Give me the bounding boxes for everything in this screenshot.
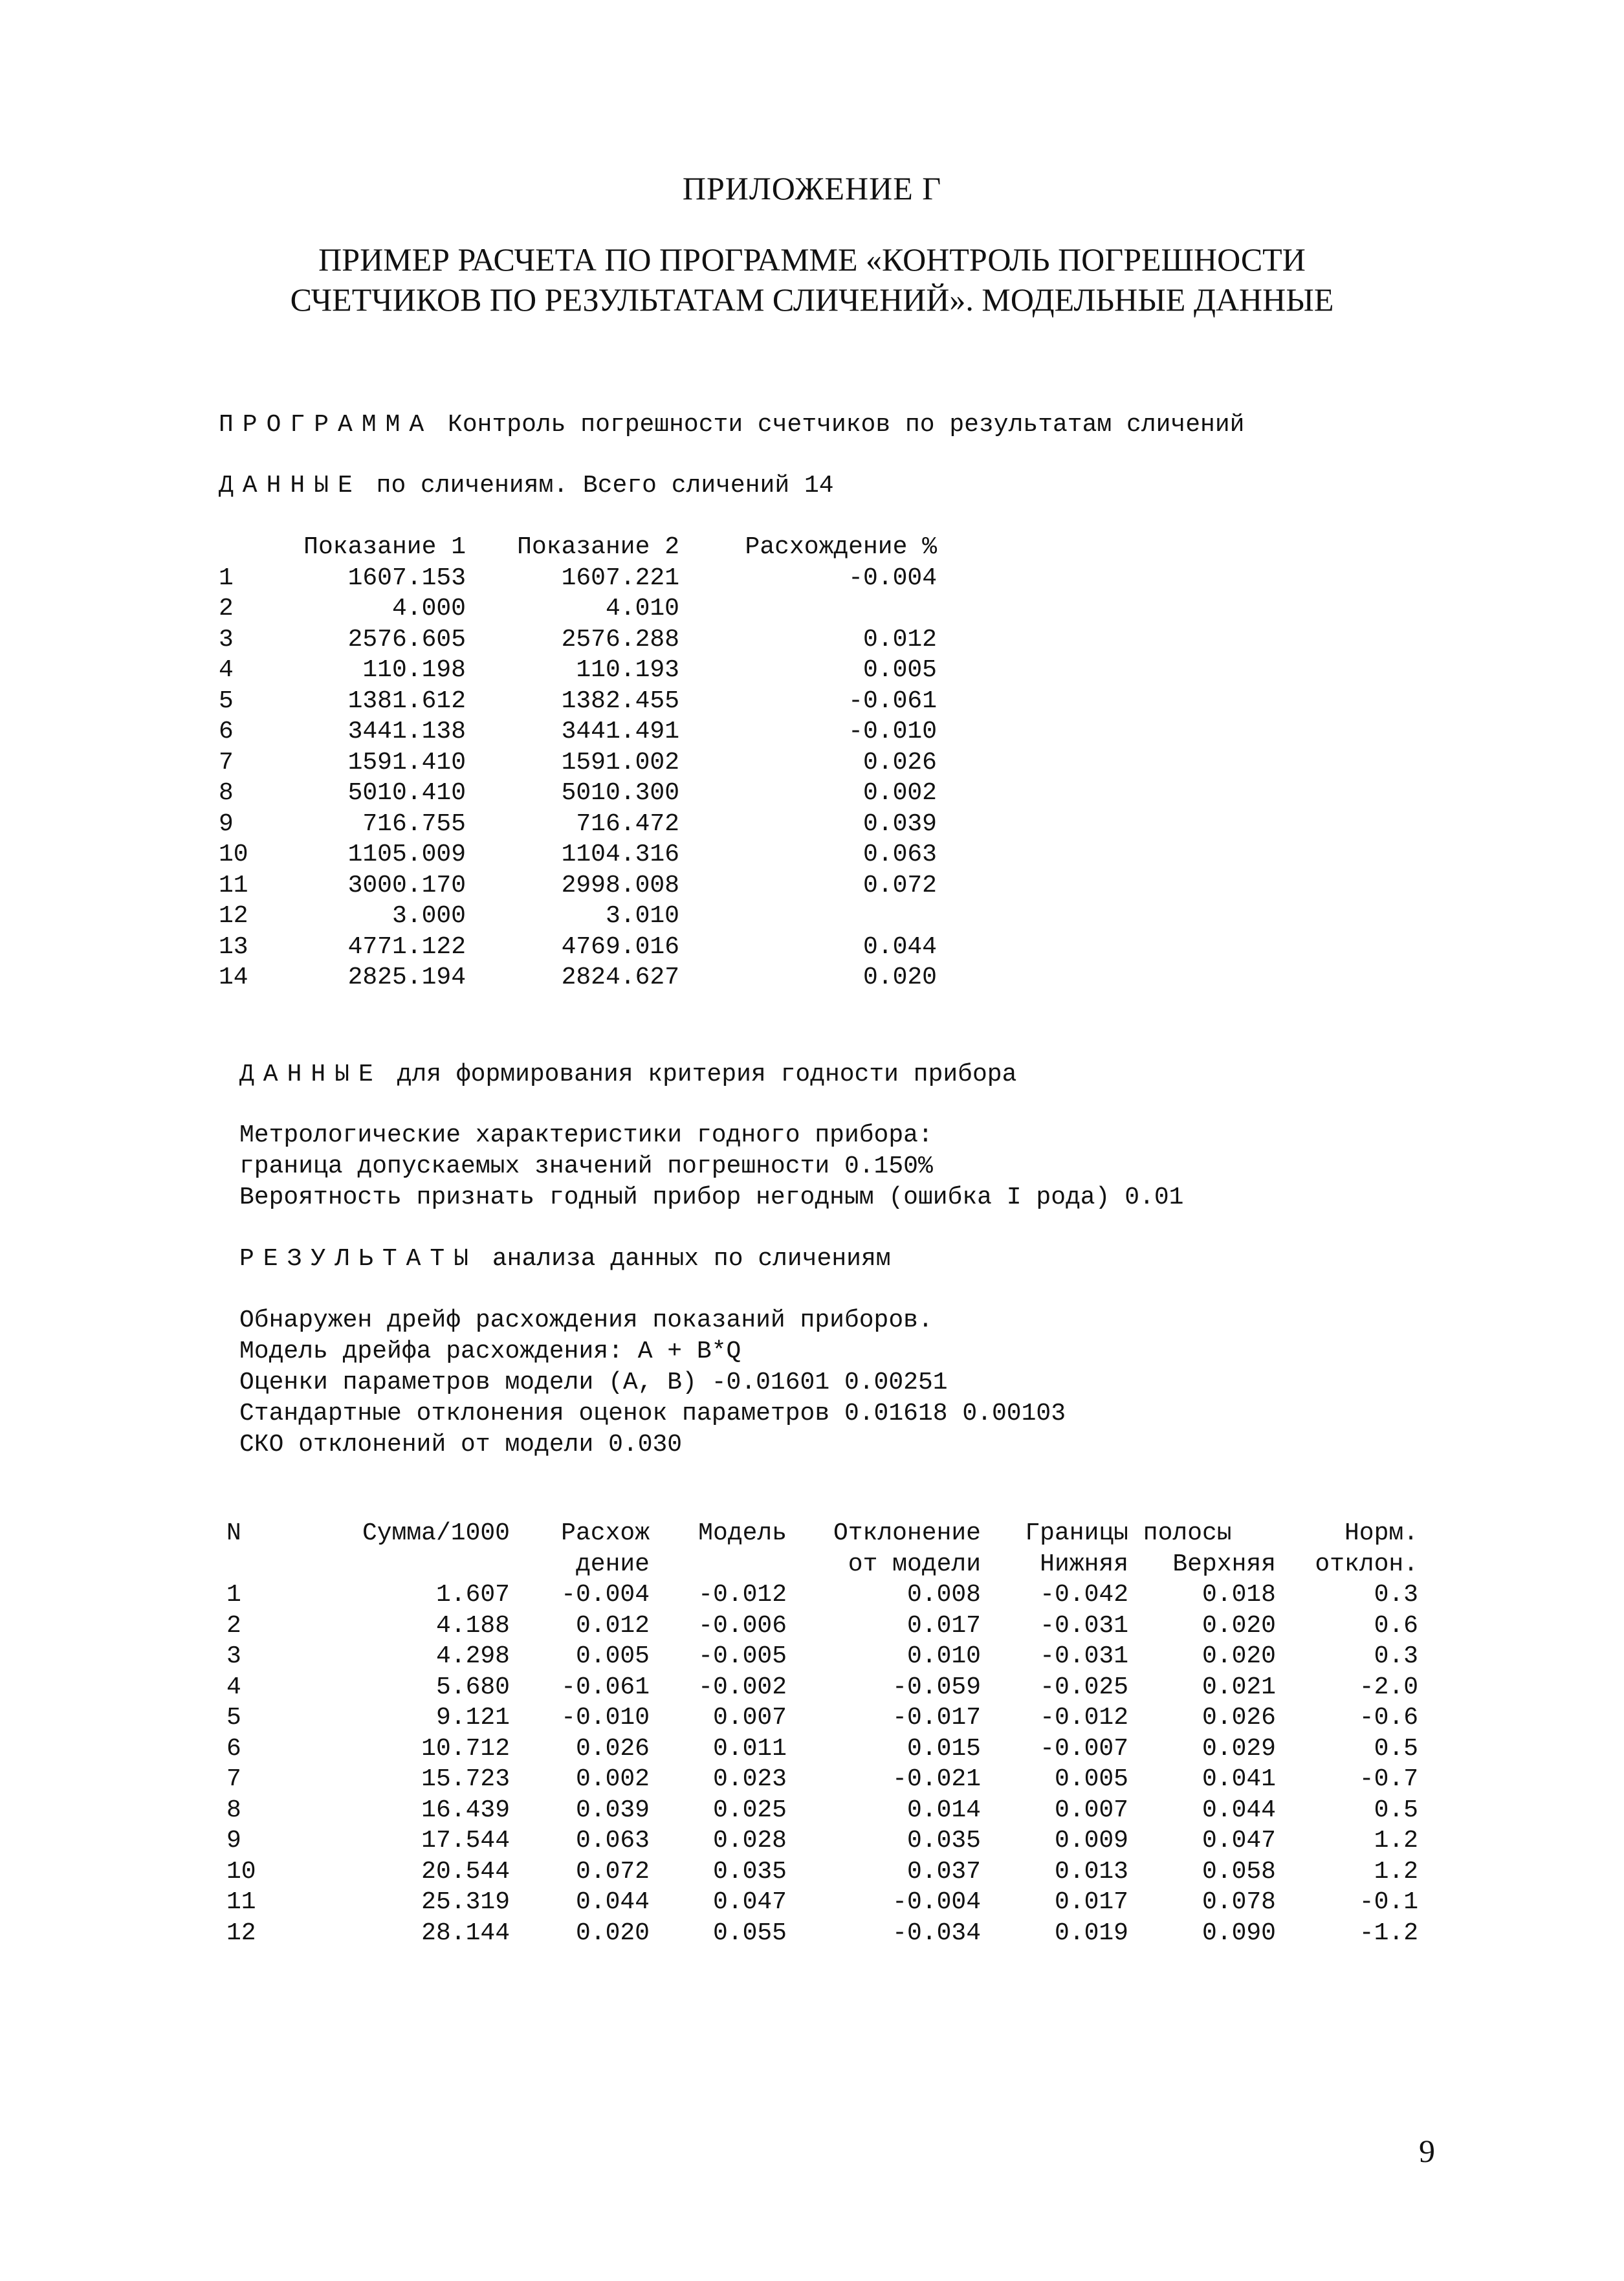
table-cell: 2998.008 bbox=[561, 871, 679, 899]
table-row bbox=[219, 655, 937, 686]
results-line-4: Стандартные отклонения оценок параметров 0.01618 0.00103 bbox=[239, 1400, 1066, 1427]
data-header-text: по сличениям. Всего сличений 14 bbox=[376, 472, 834, 500]
table-cell: 0.063 bbox=[862, 841, 937, 868]
program-text: Контроль погрешности счетчиков по результатам сличений bbox=[448, 411, 1245, 439]
table-cell: 2576.605 bbox=[347, 625, 466, 654]
table-cell: 0.017 bbox=[1054, 1888, 1128, 1916]
table-cell: 3000.170 bbox=[347, 871, 466, 899]
row-number: 6 bbox=[219, 718, 234, 745]
criteria-label: ДАННЫЕ bbox=[239, 1061, 382, 1088]
table-cell: 0.019 bbox=[1054, 1919, 1128, 1947]
row-number: 10 bbox=[219, 841, 248, 868]
column-header: Показание 1 bbox=[303, 533, 466, 561]
table-cell: 0.005 bbox=[862, 656, 937, 684]
table-cell: -0.002 bbox=[698, 1673, 787, 1701]
table-cell: 0.072 bbox=[575, 1857, 650, 1886]
table-cell: 0.026 bbox=[1202, 1704, 1276, 1732]
table-cell: 0.015 bbox=[906, 1734, 981, 1763]
table-cell: 0.012 bbox=[575, 1611, 650, 1640]
table-cell: 2576.288 bbox=[561, 625, 679, 654]
table-cell: 0.055 bbox=[712, 1919, 787, 1947]
table-cell: 3.010 bbox=[605, 902, 679, 930]
table-cell: 1607.153 bbox=[347, 564, 466, 592]
column-subheader: Нижняя bbox=[1040, 1550, 1128, 1578]
table-cell bbox=[679, 901, 937, 932]
table-row bbox=[226, 1672, 1418, 1703]
column-header: Модель bbox=[698, 1519, 787, 1547]
row-number: 4 bbox=[219, 656, 234, 684]
table-cell: -0.7 bbox=[1359, 1765, 1418, 1793]
table-cell: -0.059 bbox=[892, 1673, 981, 1701]
results-header-line bbox=[239, 1244, 891, 1275]
row-number: 1 bbox=[226, 1581, 241, 1609]
table-cell: 0.047 bbox=[712, 1888, 787, 1916]
table-cell: 0.012 bbox=[862, 625, 937, 654]
table-cell: 2824.627 bbox=[561, 964, 679, 991]
table-cell: 110.198 bbox=[362, 656, 466, 684]
table-row bbox=[219, 932, 937, 963]
table-cell: 0.007 bbox=[712, 1704, 787, 1732]
row-number: 13 bbox=[219, 932, 248, 961]
table-cell: 4771.122 bbox=[347, 932, 466, 961]
table-row bbox=[219, 778, 937, 809]
table-cell: 0.5 bbox=[1374, 1796, 1418, 1824]
table-row bbox=[219, 747, 937, 778]
row-number: 11 bbox=[226, 1888, 256, 1916]
table-cell: 0.023 bbox=[712, 1765, 787, 1793]
table-cell: 15.723 bbox=[421, 1765, 510, 1793]
row-number: 12 bbox=[219, 902, 248, 930]
column-header: Норм. bbox=[1344, 1519, 1418, 1547]
table-cell: 0.020 bbox=[1202, 1642, 1276, 1670]
table-cell: -0.004 bbox=[848, 564, 937, 592]
page-number: 9 bbox=[1419, 2133, 1435, 2169]
column-header: Показание 2 bbox=[517, 533, 679, 561]
table-cell: -0.042 bbox=[1040, 1581, 1128, 1609]
table-cell: -0.031 bbox=[1040, 1642, 1128, 1670]
table-cell: 716.755 bbox=[362, 810, 466, 838]
table-cell: 4.000 bbox=[391, 595, 466, 623]
table-cell: 0.020 bbox=[862, 964, 937, 991]
table-cell: 4.188 bbox=[435, 1611, 510, 1640]
table-cell: 0.039 bbox=[575, 1796, 650, 1824]
table-cell: 0.044 bbox=[1202, 1796, 1276, 1824]
criteria-header-line bbox=[239, 1059, 1016, 1090]
table-cell: 0.007 bbox=[1054, 1796, 1128, 1824]
results-label: РЕЗУЛЬТАТЫ bbox=[239, 1245, 478, 1273]
table-cell: -0.1 bbox=[1359, 1888, 1418, 1916]
table-row bbox=[226, 1825, 1418, 1857]
column-subheader: от модели bbox=[848, 1550, 981, 1578]
table-row bbox=[226, 1918, 1418, 1949]
comparisons-table bbox=[219, 532, 937, 993]
row-number: 5 bbox=[219, 687, 234, 715]
row-number: 8 bbox=[219, 779, 234, 807]
analysis-header-row-2 bbox=[226, 1549, 1418, 1580]
table-cell: 3.000 bbox=[391, 902, 466, 930]
table-cell: 0.014 bbox=[906, 1796, 981, 1824]
row-number: 7 bbox=[219, 748, 234, 777]
table-cell: 0.028 bbox=[712, 1827, 787, 1855]
table-row bbox=[219, 593, 937, 624]
row-number: 2 bbox=[219, 595, 234, 623]
document-title bbox=[0, 239, 1624, 320]
table-cell: 0.041 bbox=[1202, 1765, 1276, 1793]
table-cell: 0.020 bbox=[575, 1919, 650, 1947]
table-row bbox=[226, 1641, 1418, 1672]
table-cell: -0.025 bbox=[1040, 1673, 1128, 1701]
table-cell: -0.061 bbox=[561, 1673, 650, 1701]
table-cell: 1.2 bbox=[1374, 1857, 1418, 1886]
appendix-title: ПРИЛОЖЕНИЕ Г bbox=[682, 170, 942, 206]
document-title-line-1: ПРИМЕР РАСЧЕТА ПО ПРОГРАММЕ «КОНТРОЛЬ ПОГРЕШНОСТИ bbox=[318, 241, 1306, 278]
table-cell: 4769.016 bbox=[561, 932, 679, 961]
table-cell: 0.5 bbox=[1374, 1734, 1418, 1763]
table-cell: 1105.009 bbox=[347, 841, 466, 868]
criteria-line-3: Вероятность признать годный прибор негодным (ошибка I рода) 0.01 bbox=[239, 1184, 1184, 1211]
results-line-5: СКО отклонений от модели 0.030 bbox=[239, 1431, 683, 1459]
row-number: 1 bbox=[219, 564, 234, 592]
table-cell: 0.029 bbox=[1202, 1734, 1276, 1763]
analysis-header-row-1 bbox=[226, 1518, 1418, 1549]
table-cell: 0.6 bbox=[1374, 1611, 1418, 1640]
table-cell: 5.680 bbox=[435, 1673, 510, 1701]
table-cell: 0.3 bbox=[1374, 1642, 1418, 1670]
document-title-line-2: СЧЕТЧИКОВ ПО РЕЗУЛЬТАТАМ СЛИЧЕНИЙ». МОДЕЛЬНЫЕ ДАННЫЕ bbox=[290, 281, 1334, 318]
table-cell: 0.008 bbox=[906, 1581, 981, 1609]
table-row bbox=[226, 1887, 1418, 1918]
table-cell: 0.3 bbox=[1374, 1581, 1418, 1609]
table-cell: 0.017 bbox=[906, 1611, 981, 1640]
table-row bbox=[219, 716, 937, 747]
row-number: 9 bbox=[219, 810, 234, 838]
table-cell: 0.005 bbox=[1054, 1765, 1128, 1793]
row-number: 14 bbox=[219, 964, 248, 991]
column-header: Расхож bbox=[561, 1519, 650, 1547]
data-label: ДАННЫЕ bbox=[219, 472, 362, 500]
table-row bbox=[226, 1857, 1418, 1888]
row-number: 12 bbox=[226, 1919, 256, 1947]
table-cell: 0.021 bbox=[1202, 1673, 1276, 1701]
table-cell: 0.011 bbox=[712, 1734, 787, 1763]
table-cell: 3441.491 bbox=[561, 718, 679, 745]
table-cell: 1591.002 bbox=[561, 748, 679, 777]
column-subheader: Верхняя bbox=[1172, 1550, 1276, 1578]
row-number: 11 bbox=[219, 871, 248, 899]
table-cell: 0.072 bbox=[862, 871, 937, 899]
table-row bbox=[226, 1611, 1418, 1642]
column-header: Расхождение % bbox=[745, 533, 937, 561]
table-cell: -0.010 bbox=[848, 718, 937, 745]
row-number: 3 bbox=[219, 625, 234, 654]
table-cell: 1381.612 bbox=[347, 687, 466, 715]
row-number: 5 bbox=[226, 1704, 241, 1732]
table-cell: 0.013 bbox=[1054, 1857, 1128, 1886]
table-cell: 2825.194 bbox=[347, 964, 466, 991]
table-cell bbox=[679, 593, 937, 624]
table-cell: 0.039 bbox=[862, 810, 937, 838]
table-cell: 9.121 bbox=[435, 1704, 510, 1732]
program-label: ПРОГРАММА bbox=[219, 411, 433, 439]
table-cell: 16.439 bbox=[421, 1796, 510, 1824]
data-header-line bbox=[219, 470, 834, 501]
table-cell: 0.037 bbox=[906, 1857, 981, 1886]
table-cell: 0.035 bbox=[906, 1827, 981, 1855]
results-line-1: Обнаружен дрейф расхождения показаний приборов. bbox=[239, 1306, 933, 1334]
table-cell: 0.026 bbox=[575, 1734, 650, 1763]
table-cell: -1.2 bbox=[1359, 1919, 1418, 1947]
table-row bbox=[226, 1795, 1418, 1826]
table-cell: -0.017 bbox=[892, 1704, 981, 1732]
table-cell: 4.298 bbox=[435, 1642, 510, 1670]
row-number: 9 bbox=[226, 1827, 241, 1855]
table-cell: 0.020 bbox=[1202, 1611, 1276, 1640]
table-cell: -0.005 bbox=[698, 1642, 787, 1670]
table-row bbox=[226, 1734, 1418, 1765]
table-cell: 0.005 bbox=[575, 1642, 650, 1670]
table-cell: -0.021 bbox=[892, 1765, 981, 1793]
table-cell: 0.044 bbox=[862, 932, 937, 961]
table-cell: 28.144 bbox=[421, 1919, 510, 1947]
table-cell: 716.472 bbox=[576, 810, 679, 838]
table-cell: 3441.138 bbox=[347, 718, 466, 745]
table-row bbox=[226, 1764, 1418, 1795]
analysis-body bbox=[226, 1580, 1418, 1948]
comparisons-header-row bbox=[219, 532, 937, 563]
table-cell: 0.026 bbox=[862, 748, 937, 777]
analysis-table bbox=[226, 1518, 1418, 1948]
criteria-line-2: граница допускаемых значений погрешности 0.150% bbox=[239, 1152, 933, 1180]
table-cell: -0.034 bbox=[892, 1919, 981, 1947]
table-cell: 0.044 bbox=[575, 1888, 650, 1916]
table-cell: -0.004 bbox=[561, 1581, 650, 1609]
table-cell: 0.009 bbox=[1054, 1827, 1128, 1855]
table-cell: 0.047 bbox=[1202, 1827, 1276, 1855]
table-cell: -0.004 bbox=[892, 1888, 981, 1916]
row-number: 3 bbox=[226, 1642, 241, 1670]
table-cell: -0.031 bbox=[1040, 1611, 1128, 1640]
table-cell: 1591.410 bbox=[347, 748, 466, 777]
row-number: 10 bbox=[226, 1857, 256, 1886]
table-row bbox=[219, 870, 937, 901]
results-line-3: Оценки параметров модели (A, B) -0.01601 0.00251 bbox=[239, 1369, 948, 1396]
table-cell: 0.002 bbox=[575, 1765, 650, 1793]
table-row bbox=[219, 962, 937, 993]
table-row bbox=[219, 686, 937, 717]
table-cell: 20.544 bbox=[421, 1857, 510, 1886]
table-cell: 10.712 bbox=[421, 1734, 510, 1763]
table-row bbox=[219, 901, 937, 932]
table-cell: -0.010 bbox=[561, 1704, 650, 1732]
table-cell: -2.0 bbox=[1359, 1673, 1418, 1701]
table-cell: -0.007 bbox=[1040, 1734, 1128, 1763]
table-cell: 0.058 bbox=[1202, 1857, 1276, 1886]
table-cell: 0.078 bbox=[1202, 1888, 1276, 1916]
table-cell: 1104.316 bbox=[561, 841, 679, 868]
row-number: 8 bbox=[226, 1796, 241, 1824]
table-cell: 1.2 bbox=[1374, 1827, 1418, 1855]
table-row bbox=[226, 1702, 1418, 1734]
table-cell: -0.012 bbox=[698, 1581, 787, 1609]
table-row bbox=[219, 624, 937, 656]
table-cell: -0.061 bbox=[848, 687, 937, 715]
table-cell: 4.010 bbox=[605, 595, 679, 623]
table-cell: 110.193 bbox=[576, 656, 679, 684]
column-header: Границы полосы bbox=[1025, 1519, 1232, 1547]
table-cell: 0.035 bbox=[712, 1857, 787, 1886]
column-header: Отклонение bbox=[833, 1519, 981, 1547]
comparisons-body bbox=[219, 563, 937, 993]
table-cell: 0.002 bbox=[862, 779, 937, 807]
row-number: 2 bbox=[226, 1611, 241, 1640]
table-cell: -0.006 bbox=[698, 1611, 787, 1640]
table-cell: 5010.300 bbox=[561, 779, 679, 807]
table-row bbox=[219, 809, 937, 840]
row-number: 4 bbox=[226, 1673, 241, 1701]
table-cell: 25.319 bbox=[421, 1888, 510, 1916]
table-cell: -0.6 bbox=[1359, 1704, 1418, 1732]
program-line bbox=[219, 410, 1244, 441]
row-number: 7 bbox=[226, 1765, 241, 1793]
table-cell: 0.025 bbox=[712, 1796, 787, 1824]
column-header: N bbox=[226, 1519, 241, 1547]
table-cell: 1607.221 bbox=[561, 564, 679, 592]
results-line-2: Модель дрейфа расхождения: A + B*Q bbox=[239, 1338, 741, 1365]
table-cell: 1.607 bbox=[435, 1581, 510, 1609]
table-cell: 5010.410 bbox=[347, 779, 466, 807]
results-header-text: анализа данных по сличениям bbox=[492, 1245, 891, 1273]
table-cell: 0.010 bbox=[906, 1642, 981, 1670]
table-cell: 0.018 bbox=[1202, 1581, 1276, 1609]
criteria-line-1: Метрологические характеристики годного прибора: bbox=[239, 1121, 933, 1149]
column-subheader: дение bbox=[575, 1550, 650, 1578]
table-row bbox=[219, 839, 937, 870]
table-cell: 1382.455 bbox=[561, 687, 679, 715]
table-cell: -0.012 bbox=[1040, 1704, 1128, 1732]
column-header: Сумма/1000 bbox=[362, 1519, 510, 1547]
table-row bbox=[226, 1580, 1418, 1611]
column-subheader: отклон. bbox=[1315, 1550, 1418, 1578]
criteria-header-text: для формирования критерия годности прибора bbox=[397, 1061, 1017, 1088]
table-cell: 0.090 bbox=[1202, 1919, 1276, 1947]
table-cell: 0.063 bbox=[575, 1827, 650, 1855]
table-row bbox=[219, 563, 937, 594]
table-cell: 17.544 bbox=[421, 1827, 510, 1855]
row-number: 6 bbox=[226, 1734, 241, 1763]
